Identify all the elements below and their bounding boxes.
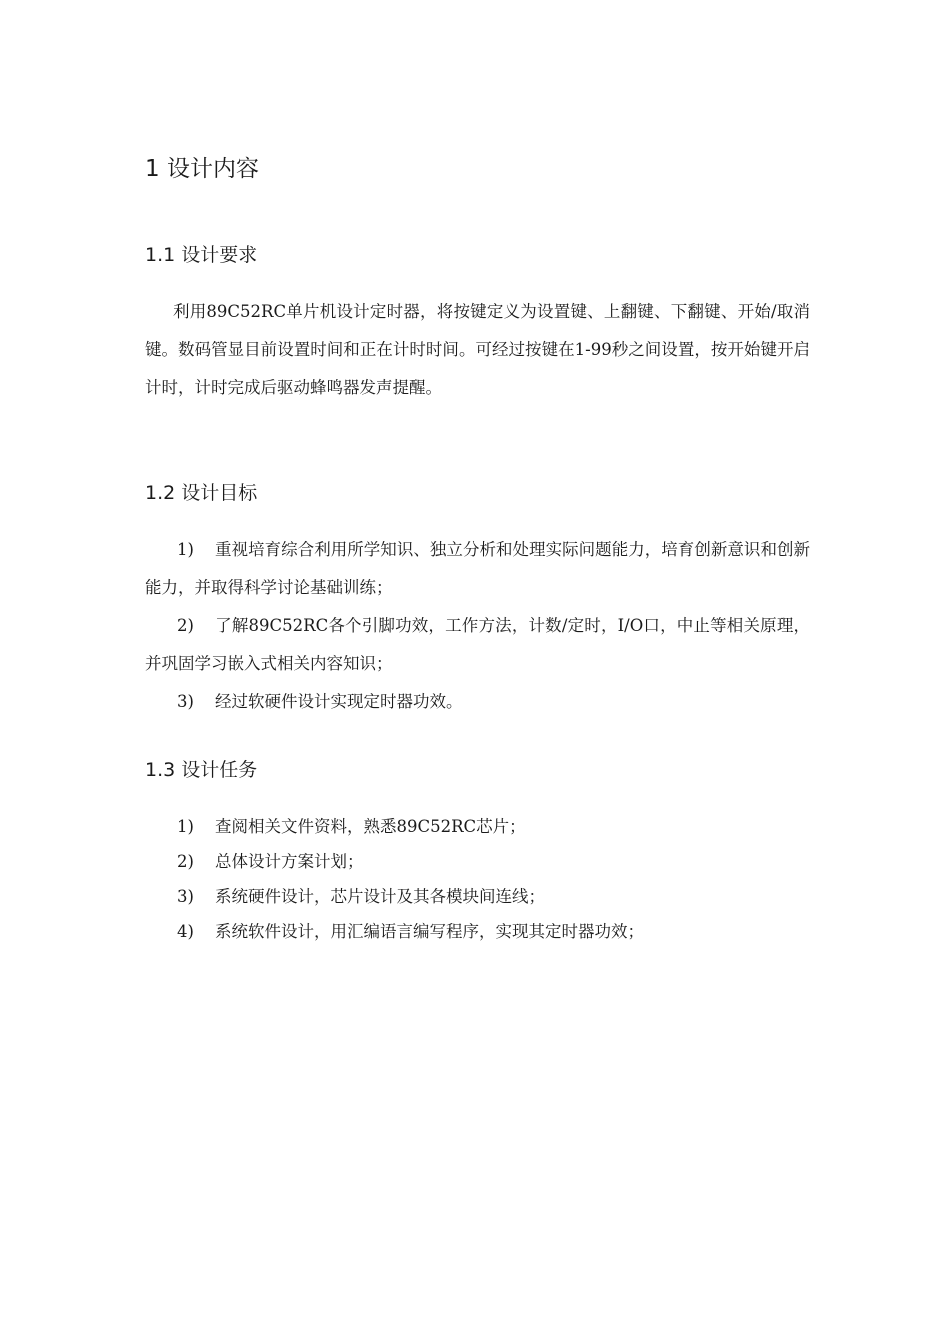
chapter-title: 1 设计内容 <box>145 156 259 182</box>
list-item <box>145 683 810 721</box>
list-item <box>145 607 810 683</box>
list-item-text: 系统软件设计，用汇编语言编写程序，实现其定时器功效； <box>215 922 644 941</box>
list-item <box>145 878 810 916</box>
list-item-number: 4) <box>177 922 194 941</box>
list-item-number: 2) <box>177 616 194 635</box>
list-item-number: 1) <box>177 817 194 836</box>
list-item <box>145 913 810 951</box>
list-item-number: 3) <box>177 887 194 906</box>
list-item <box>145 531 810 607</box>
section-heading-1-2: 1.2 设计目标 <box>145 482 258 504</box>
list-item <box>145 843 810 881</box>
section-1-1-paragraph: 利用89C52RC单片机设计定时器，将按键定义为设置键、上翻键、下翻键、开始/取消键。数码管显目前设置时间和正在计时时间。可经过按键在1-99秒之间设置，按开始键开启计时，计时完成后驱动蜂鸣器发声提醒。 <box>145 302 810 397</box>
list-item-number: 2) <box>177 852 194 871</box>
list-item-text: 重视培育综合利用所学知识、独立分析和处理实际问题能力，培育创新意识和创新能力，并取得科学讨论基础训练； <box>145 540 810 597</box>
list-item-number: 1) <box>177 540 194 559</box>
list-item-text: 了解89C52RC各个引脚功效，工作方法，计数/定时，I/O口，中止等相关原理，并巩固学习嵌入式相关内容知识； <box>145 616 810 673</box>
list-item-text: 总体设计方案计划； <box>215 852 364 871</box>
list-item-text: 查阅相关文件资料，熟悉89C52RC芯片； <box>215 817 526 836</box>
list-item-text: 经过软硬件设计实现定时器功效。 <box>215 692 463 711</box>
list-item <box>145 808 810 846</box>
section-heading-1-3: 1.3 设计任务 <box>145 759 258 781</box>
section-heading-1-1: 1.1 设计要求 <box>145 244 258 266</box>
list-item-text: 系统硬件设计，芯片设计及其各模块间连线； <box>215 887 545 906</box>
list-item-number: 3) <box>177 692 194 711</box>
